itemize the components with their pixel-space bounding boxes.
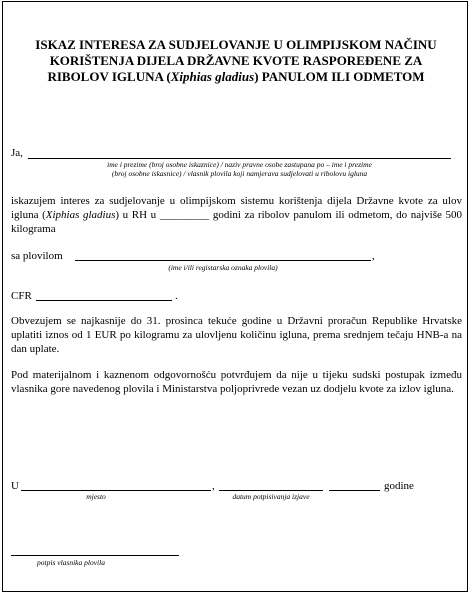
declarant-prefix: Ja, — [11, 147, 23, 159]
vessel-prefix: sa plovilom — [11, 250, 63, 262]
cfr-prefix: CFR — [11, 290, 32, 302]
place-field[interactable] — [21, 490, 211, 491]
cfr-field[interactable] — [36, 300, 172, 301]
cfr-suffix: . — [175, 290, 178, 302]
year-label: godine — [384, 480, 414, 492]
document-title — [10, 37, 462, 85]
document-frame — [2, 1, 468, 592]
date-caption: datum potpisivanja izjave — [232, 492, 310, 501]
obligation-paragraph: Obvezujem se najkasnije do 31. prosinca tekuće godine u Državni proračun Republike Hrvatske uplatiti iznos od 1 EUR po kilogramu za ulovljenu količinu igluna, prema srednjem tečaju HNB-a na dan uplate. — [11, 315, 462, 355]
place-caption: mjesto — [86, 492, 106, 501]
title-line-1: ISKAZ INTERESA ZA SUDJELOVANJE U OLIMPIJSKOM NAČINU — [35, 37, 437, 52]
species-name: Xiphias gladius — [170, 69, 255, 84]
liability-paragraph: Pod materijalnom i kaznenom odgovornošću potvrđujem da nije u tijeku sudski postupak između vlasnika gore navedenog plovila i Ministarstva poljoprivrede vezan uz dodjelu kvote za izlov igluna. — [11, 369, 462, 395]
vessel-caption: (ime i/ili registarska oznaka plovila) — [168, 263, 278, 272]
title-line-2: KORIŠTENJA DIJELA DRŽAVNE KVOTE RASPOREĐENE ZA — [49, 53, 423, 68]
declarant-caption-1: ime i prezime (broj osobne iskaznice) / naziv pravne osobe zastupana po – ime i prezime — [107, 160, 372, 169]
vessel-name-field[interactable] — [75, 260, 371, 261]
place-prefix: U — [11, 480, 19, 492]
declarant-name-field[interactable] — [28, 158, 451, 159]
signature-field[interactable] — [11, 555, 179, 556]
signature-caption: potpis vlasnika plovila — [37, 558, 105, 567]
declarant-caption-2: (broj osobne iskasnice) / vlasnik plovila koji namjerava sudjelovati u ribolovu igluna — [111, 169, 368, 178]
place-comma: , — [212, 480, 215, 492]
year-field[interactable] — [329, 490, 380, 491]
date-field[interactable] — [219, 490, 323, 491]
interest-paragraph: iskazujem interes za sudjelovanje u olimpijskom sistemu korištenja dijela Državne kvote za ulov igluna (Xiphias gladius) u RH u _________ godini za ribolov panulom ili odmetom, do najviše 500 kilograma — [11, 195, 462, 235]
interest-species-name: Xiphias gladius — [45, 209, 116, 221]
vessel-suffix: , — [372, 250, 375, 262]
title-line-3: RIBOLOV IGLUNA (Xiphias gladius) PANULOM ILI ODMETOM — [47, 69, 425, 84]
